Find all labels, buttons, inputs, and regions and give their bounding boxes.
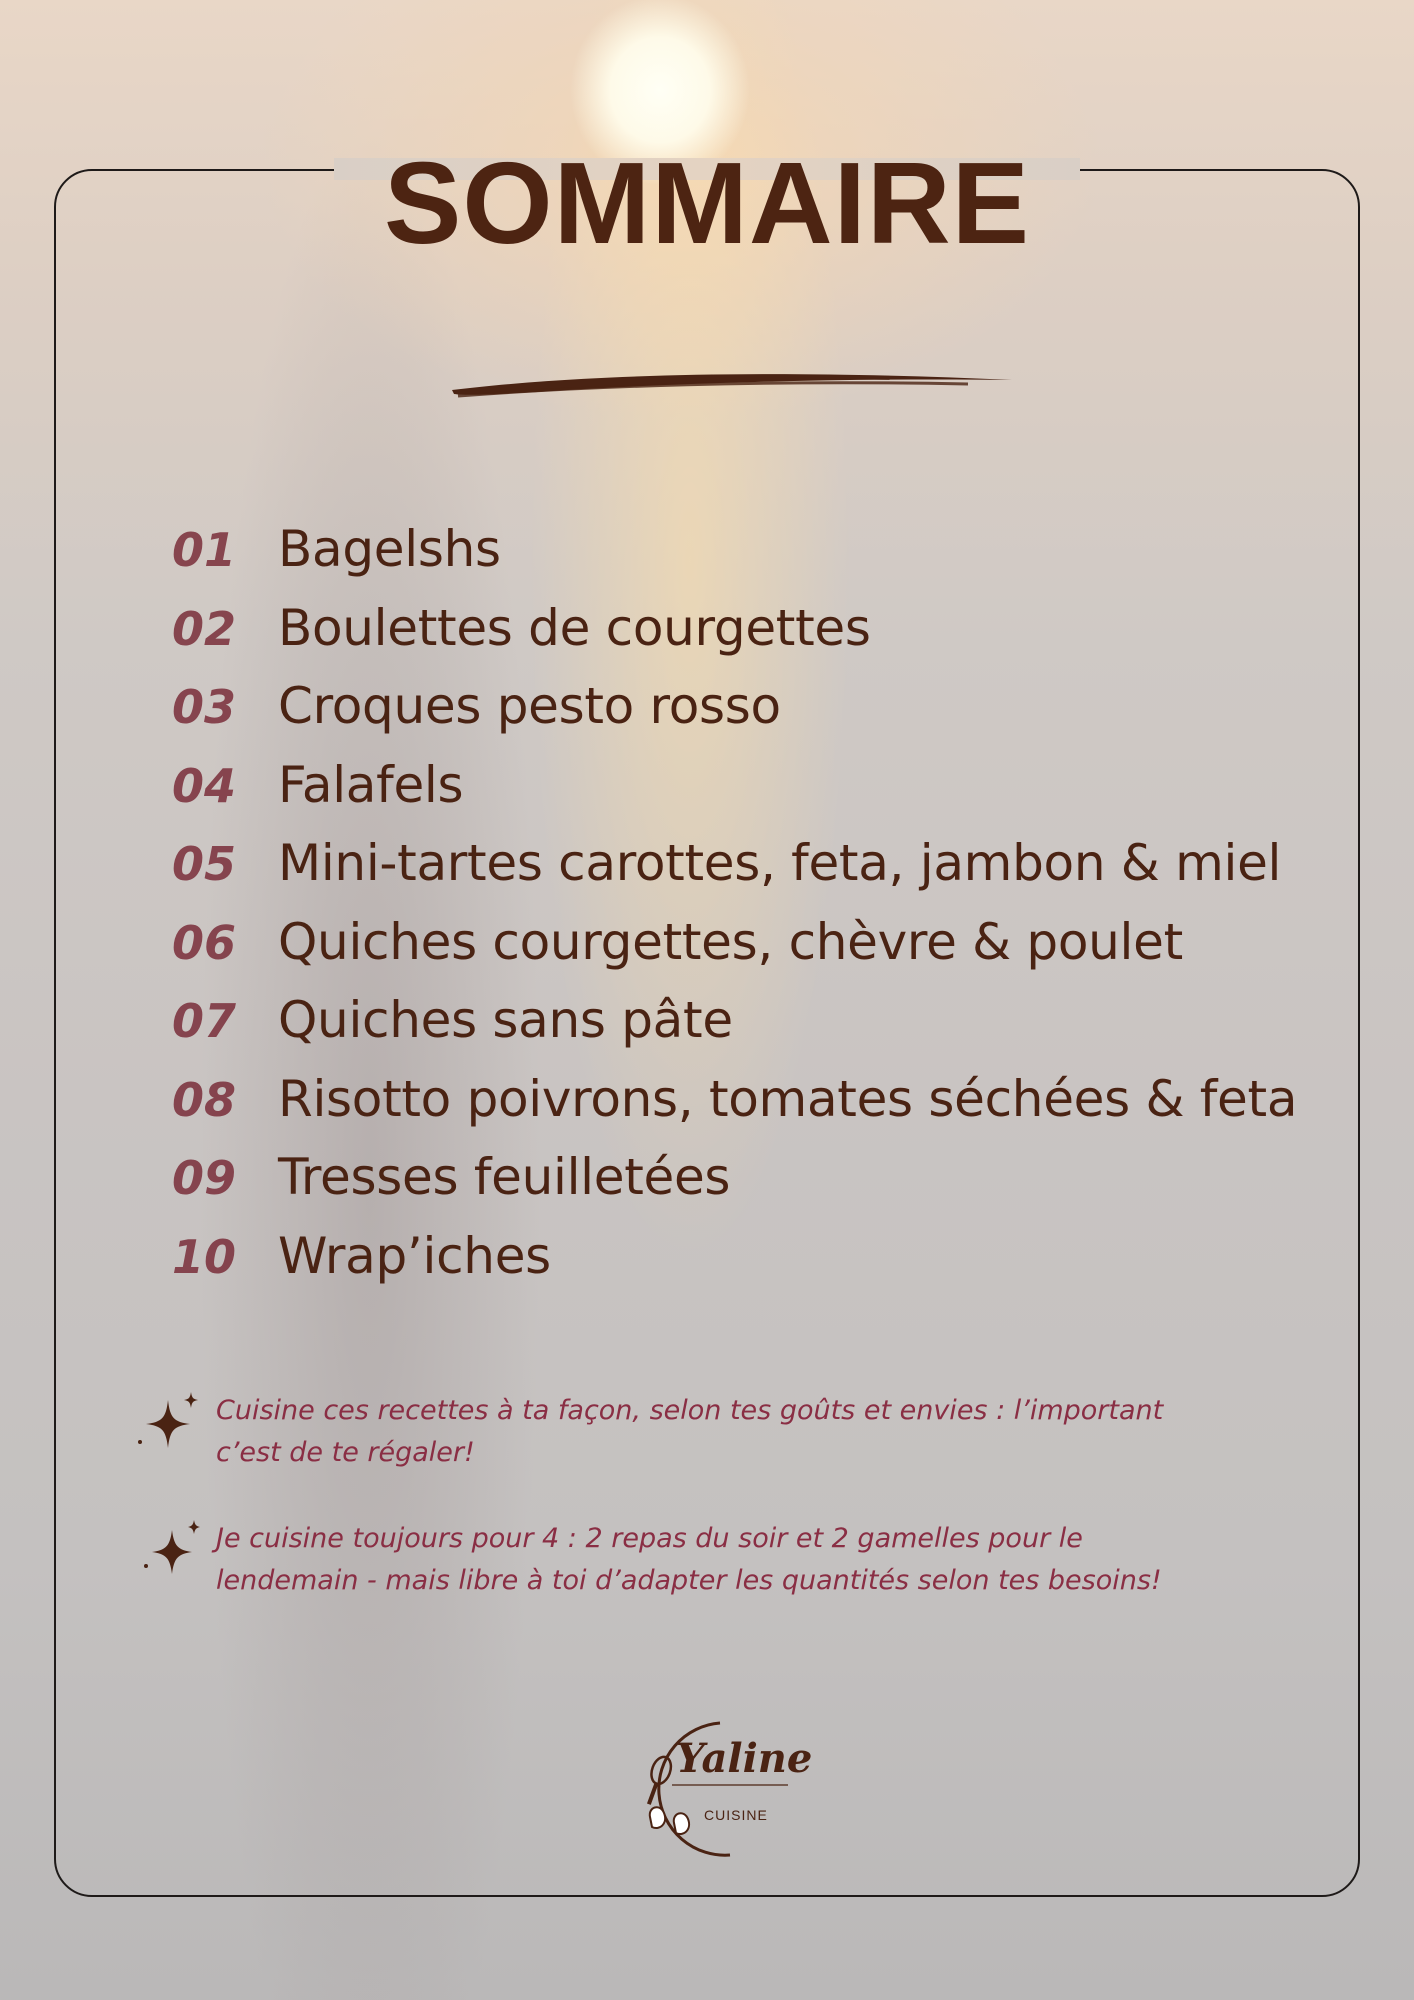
toc-number: 04 bbox=[172, 758, 237, 813]
toc-label: Croques pesto rosso bbox=[278, 677, 781, 735]
toc-item[interactable] bbox=[172, 756, 1297, 835]
sparkle-icon bbox=[120, 1518, 216, 1588]
toc-number: 10 bbox=[172, 1229, 237, 1284]
toc-label: Quiches courgettes, chèvre & poulet bbox=[278, 912, 1183, 971]
toc-number: 06 bbox=[172, 915, 237, 970]
logo-subtitle: CUISINE bbox=[704, 1807, 768, 1823]
toc-item[interactable] bbox=[172, 677, 1297, 756]
note-line: c’est de te régaler! bbox=[216, 1437, 475, 1468]
note-line: lendemain - mais libre à toi d’adapter les quantités selon tes besoins! bbox=[216, 1565, 1162, 1596]
toc-number: 09 bbox=[172, 1151, 237, 1205]
toc-item[interactable] bbox=[172, 1070, 1297, 1149]
toc-label: Quiches sans pâte bbox=[278, 991, 733, 1049]
tip-note bbox=[120, 1518, 1276, 1602]
page-title: SOMMAIRE bbox=[384, 138, 1030, 268]
toc-number: 01 bbox=[172, 523, 237, 577]
toc-label: Tresses feuilletées bbox=[278, 1148, 731, 1206]
toc-label: Risotto poivrons, tomates séchées & feta bbox=[278, 1069, 1298, 1128]
toc-number: 05 bbox=[172, 837, 237, 891]
sparkle-icon bbox=[120, 1390, 216, 1460]
logo-wordmark: Yaline bbox=[676, 1735, 813, 1782]
toc-item[interactable] bbox=[172, 913, 1297, 992]
toc-item[interactable] bbox=[172, 520, 1297, 599]
note-line: Cuisine ces recettes à ta façon, selon tes goûts et envies : l’important bbox=[216, 1395, 1164, 1426]
brand-logo bbox=[620, 1715, 813, 1865]
toc-label: Bagelshs bbox=[278, 520, 501, 578]
table-of-contents bbox=[172, 520, 1297, 1305]
toc-label: Wrap’iches bbox=[278, 1226, 551, 1285]
toc-label: Boulettes de courgettes bbox=[278, 598, 871, 657]
toc-number: 07 bbox=[172, 994, 237, 1048]
toc-item[interactable] bbox=[172, 1227, 1297, 1306]
tip-note bbox=[120, 1390, 1276, 1474]
brush-stroke-divider bbox=[448, 360, 1018, 410]
toc-number: 08 bbox=[172, 1072, 237, 1127]
toc-number: 03 bbox=[172, 680, 237, 734]
toc-item[interactable] bbox=[172, 834, 1297, 913]
toc-item[interactable] bbox=[172, 599, 1297, 678]
toc-label: Falafels bbox=[278, 755, 464, 814]
toc-label: Mini-tartes carottes, feta, jambon & miel bbox=[278, 834, 1282, 892]
note-line: Je cuisine toujours pour 4 : 2 repas du soir et 2 gamelles pour le bbox=[216, 1523, 1083, 1554]
toc-item[interactable] bbox=[172, 991, 1297, 1070]
toc-item[interactable] bbox=[172, 1148, 1297, 1227]
toc-number: 02 bbox=[172, 601, 237, 656]
